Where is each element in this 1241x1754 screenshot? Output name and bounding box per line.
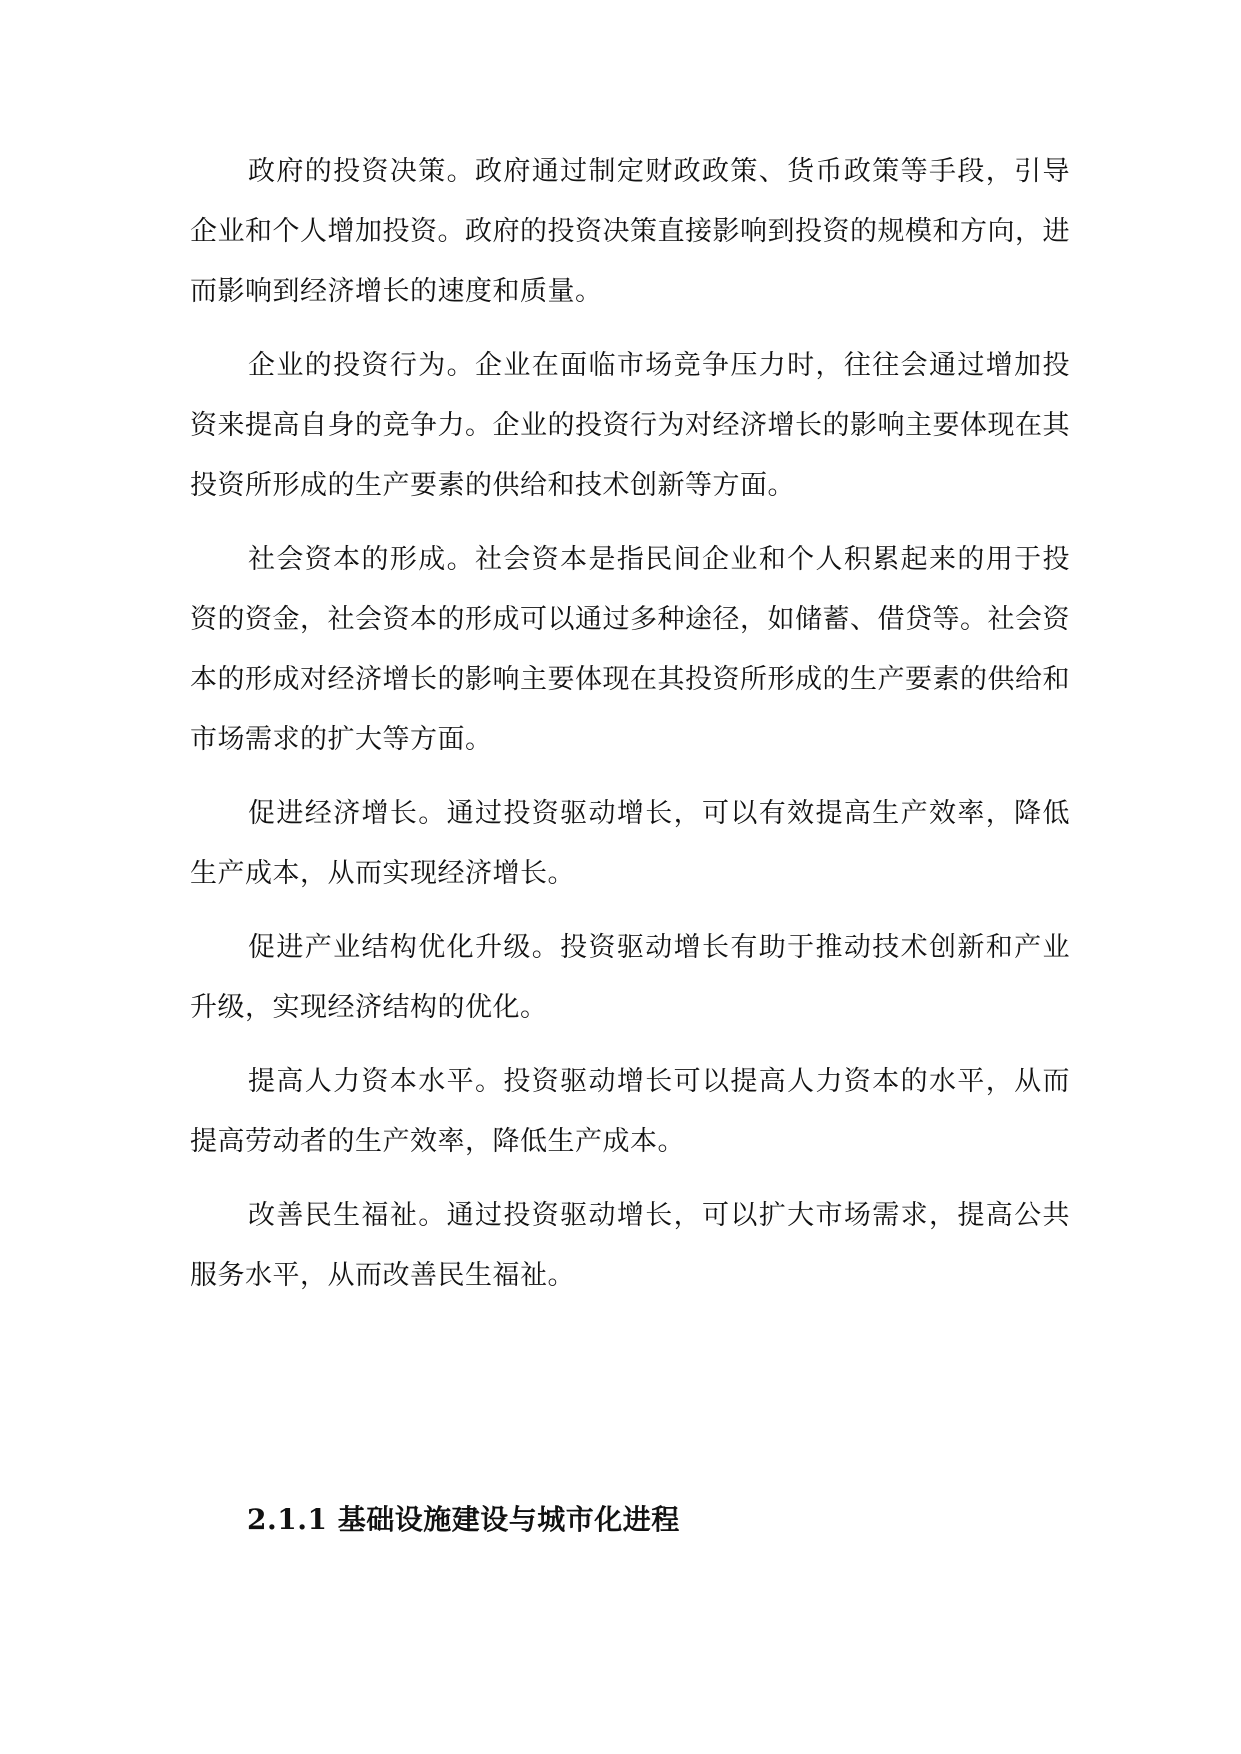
section-heading: 2.1.1 基础设施建设与城市化进程 bbox=[247, 1503, 680, 1536]
paragraph-enterprise-investment: 企业的投资行为。企业在面临市场竞争压力时，往往会通过增加投资来提高自身的竞争力。企业的投资行为对经济增长的影响主要体现在其投资所形成的生产要素的供给和技术创新等方面。 bbox=[190, 350, 1070, 501]
paragraph-livelihood: 改善民生福祉。通过投资驱动增长，可以扩大市场需求，提高公共服务水平，从而改善民生福祉。 bbox=[190, 1200, 1070, 1291]
paragraph-social-capital: 社会资本的形成。社会资本是指民间企业和个人积累起来的用于投资的资金，社会资本的形成可以通过多种途径，如储蓄、借贷等。社会资本的形成对经济增长的影响主要体现在其投资所形成的生产要素的供给和市场需求的扩大等方面。 bbox=[190, 544, 1070, 755]
paragraph-government-investment: 政府的投资决策。政府通过制定财政政策、货币政策等手段，引导企业和个人增加投资。政府的投资决策直接影响到投资的规模和方向，进而影响到经济增长的速度和质量。 bbox=[190, 156, 1070, 307]
paragraph-human-capital: 提高人力资本水平。投资驱动增长可以提高人力资本的水平，从而提高劳动者的生产效率，降低生产成本。 bbox=[190, 1066, 1070, 1157]
paragraph-industrial-upgrade: 促进产业结构优化升级。投资驱动增长有助于推动技术创新和产业升级，实现经济结构的优化。 bbox=[190, 932, 1070, 1023]
body-text bbox=[190, 142, 1070, 1320]
paragraph-economic-growth: 促进经济增长。通过投资驱动增长，可以有效提高生产效率，降低生产成本，从而实现经济增长。 bbox=[190, 798, 1070, 889]
